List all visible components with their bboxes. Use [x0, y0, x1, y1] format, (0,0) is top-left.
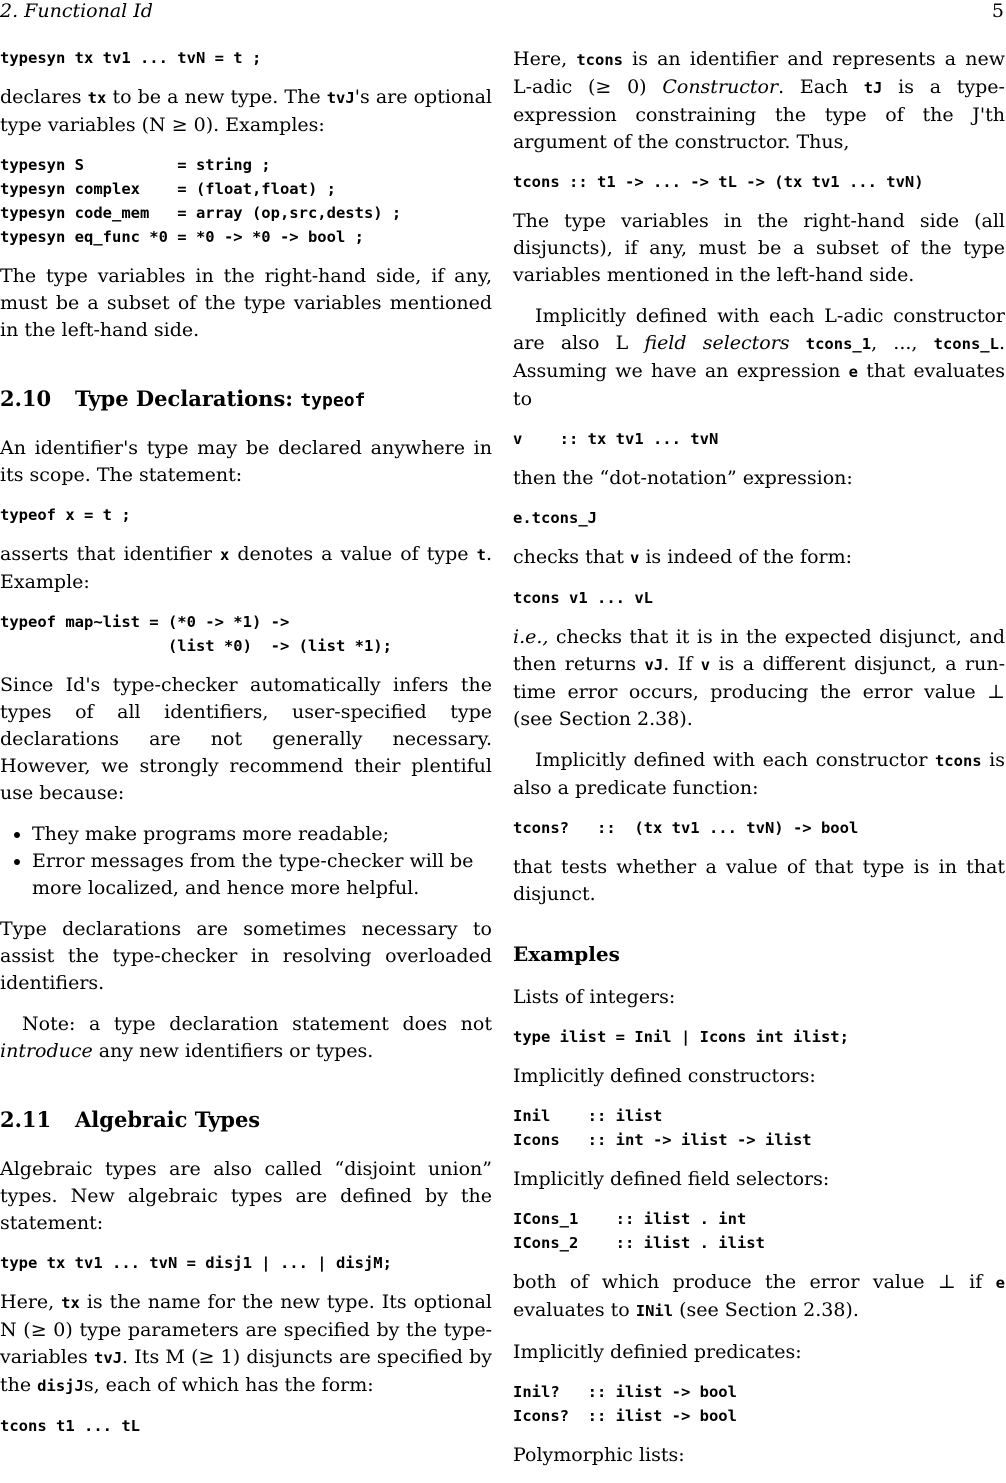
left-column — [0, 46, 492, 1452]
v-type-code: v :: tx tv1 ... tvN — [513, 430, 719, 448]
e-tcons-code: e.tcons_J — [513, 509, 597, 527]
typevars-disjuncts-paragraph: The type variables in the right-hand side (all disjuncts), if any, must be a subset of the type variables mentioned in the left-hand side. — [513, 210, 1005, 286]
algebraic-paragraph: Algebraic types are also called “disjoint union” types. New algebraic types are defined by the statement: — [0, 1158, 492, 1234]
typeof-example-code: typeof map~list = (*0 -> *1) -> (list *0) -> (list *1); — [0, 613, 392, 655]
selectors-code: ICons_1 :: ilist . int ICons_2 :: ilist . ilist — [513, 1210, 765, 1252]
sometimes-paragraph: Type declarations are sometimes necessary to assist the type-checker in resolving overloaded identifiers. — [0, 918, 492, 994]
ie-paragraph: i.e., checks that it is in the expected disjunct, and then returns vJ. If v is a different disjunct, a run-time error occurs, producing the error value ⊥ (see Section 2.38). — [513, 626, 1006, 730]
asserts-paragraph: asserts that identifier x denotes a value of type t. Example: — [0, 543, 492, 593]
checks-paragraph: checks that v is indeed of the form: — [513, 546, 853, 568]
running-header-chapter: 2. Functional Id — [0, 0, 153, 22]
lists-int-paragraph: Lists of integers: — [513, 986, 676, 1008]
predicate-code: tcons? :: (tx tv1 ... tvN) -> bool — [513, 819, 859, 837]
page-number: 5 — [991, 0, 1004, 22]
section-heading-2-10: 2.10 Type Declarations: typeof — [0, 386, 366, 411]
constructors-paragraph: Implicitly defined constructors: — [513, 1065, 816, 1087]
list-item: • They make programs more readable; — [32, 821, 492, 848]
tcons-form-code: tcons t1 ... tL — [0, 1417, 140, 1435]
constructors-code: Inil :: ilist Icons :: int -> ilist -> ilist — [513, 1107, 812, 1149]
both-paragraph: both of which produce the error value ⊥ if e evaluates to INil (see Section 2.38). — [513, 1271, 1005, 1321]
examples-heading: Examples — [513, 942, 620, 966]
polymorphic-paragraph: Polymorphic lists: — [513, 1444, 685, 1466]
section-heading-2-11: 2.11 Algebraic Types — [0, 1107, 261, 1132]
note-paragraph: Note: a type declaration statement does not introduce any new identifiers or types. — [0, 1013, 492, 1062]
here-tcons-paragraph: Here, tcons is an identifier and represents a new L-adic (≥ 0) Constructor. Each tJ is a type-expression constraining the type of the J'th argument of the constructor. Thus, — [513, 48, 1005, 153]
declares-paragraph: declares tx to be a new type. The tvJ's are optional type variables (N ≥ 0). Examples: — [0, 86, 492, 136]
field-selectors-paragraph: Implicitly defined with each L-adic constructor are also L field selectors tcons_1, ..., tcons_L. Assuming we have an expression e that evaluates to — [513, 305, 1006, 410]
typesyn-examples-code: typesyn S = string ; typesyn complex = (float,float) ; typesyn code_mem = array (op,src,dests) ; typesyn eq_func *0 = *0 -> *0 -> bool ; — [0, 156, 402, 246]
list-item: • Error messages from the type-checker will be more localized, and hence more helpful. — [32, 848, 492, 902]
reasons-list — [0, 821, 492, 902]
selectors-paragraph: Implicitly defined field selectors: — [513, 1168, 830, 1190]
typesyn-syntax-code: typesyn tx tv1 ... tvN = t ; — [0, 49, 262, 67]
dot-notation-paragraph: then the “dot-notation” expression: — [513, 467, 853, 489]
tcons-type-code: tcons :: t1 -> ... -> tL -> (tx tv1 ... tvN) — [513, 173, 924, 191]
tcons-v-code: tcons v1 ... vL — [513, 589, 653, 607]
predicates-paragraph: Implicitly definied predicates: — [513, 1341, 802, 1363]
type-syntax-code: type tx tv1 ... tvN = disj1 | ... | disjM; — [0, 1254, 392, 1272]
typevars-paragraph: The type variables in the right-hand side, if any, must be a subset of the type variables mentioned in the left-hand side. — [0, 265, 492, 341]
predicate-paragraph: Implicitly defined with each constructor tcons is also a predicate function: — [513, 749, 1005, 799]
predicates-code: Inil? :: ilist -> bool Icons? :: ilist -> bool — [513, 1383, 737, 1425]
since-paragraph: Since Id's type-checker automatically infers the types of all identifiers, user-specified type declarations are not generally necessary. However, we strongly recommend their plentiful use because: — [0, 674, 492, 804]
identifier-type-paragraph: An identifier's type may be declared anywhere in its scope. The statement: — [0, 437, 492, 486]
here-tx-paragraph: Here, tx is the name for the new type. Its optional N (≥ 0) type parameters are specified by the type-variables tvJ. Its M (≥ 1) disjuncts are specified by the disjJs, each of which has the form: — [0, 1291, 493, 1396]
typeof-syntax-code: typeof x = t ; — [0, 506, 131, 524]
ilist-code: type ilist = Inil | Icons int ilist; — [513, 1028, 849, 1046]
right-column — [513, 46, 1005, 1483]
tests-paragraph: that tests whether a value of that type is in that disjunct. — [513, 856, 1005, 905]
